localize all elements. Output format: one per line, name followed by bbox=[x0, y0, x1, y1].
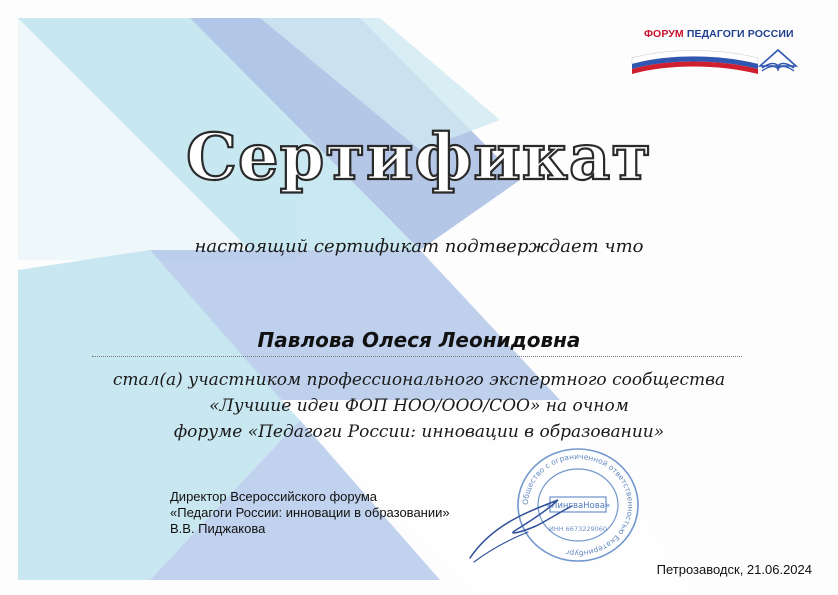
director-forum-name: «Педагоги России: инновации в образовании» bbox=[170, 505, 450, 520]
stamp-center-text: «ЛингваНова» bbox=[545, 501, 611, 511]
recipient-name: Павлова Олеся Леонидовна bbox=[257, 328, 581, 352]
logo-text-pedagogi: ПЕДАГОГИ РОССИИ bbox=[686, 28, 794, 40]
body-line-2: «Лучшие идеи ФОП НОО/ООО/СОО» на очном bbox=[209, 396, 629, 416]
name-underline bbox=[92, 356, 742, 357]
director-block bbox=[170, 489, 450, 537]
certificate-subtitle: настоящий сертификат подтверждает что bbox=[194, 236, 644, 257]
stamp-inn-text: ИНН 6673229060 bbox=[548, 525, 608, 533]
certificate-title: Сертификат bbox=[185, 120, 653, 195]
stamp-ring-text: Общество с ограниченной ответственностью Екатеринбург bbox=[520, 451, 636, 559]
forum-logo bbox=[628, 22, 808, 82]
director-name: В.В. Пиджакова bbox=[170, 521, 266, 536]
body-line-3: форуме «Педагоги России: инновации в образовании» bbox=[173, 422, 665, 442]
director-title: Директор Всероссийского форума bbox=[170, 489, 378, 504]
logo-text-forum: ФОРУМ bbox=[644, 28, 684, 40]
place-and-date: Петрозаводск, 21.06.2024 bbox=[656, 562, 812, 577]
director-signature bbox=[462, 470, 592, 570]
body-line-1: стал(а) участником профессионального экспертного сообщества bbox=[112, 370, 726, 390]
flag-swoosh-icon bbox=[628, 22, 808, 82]
